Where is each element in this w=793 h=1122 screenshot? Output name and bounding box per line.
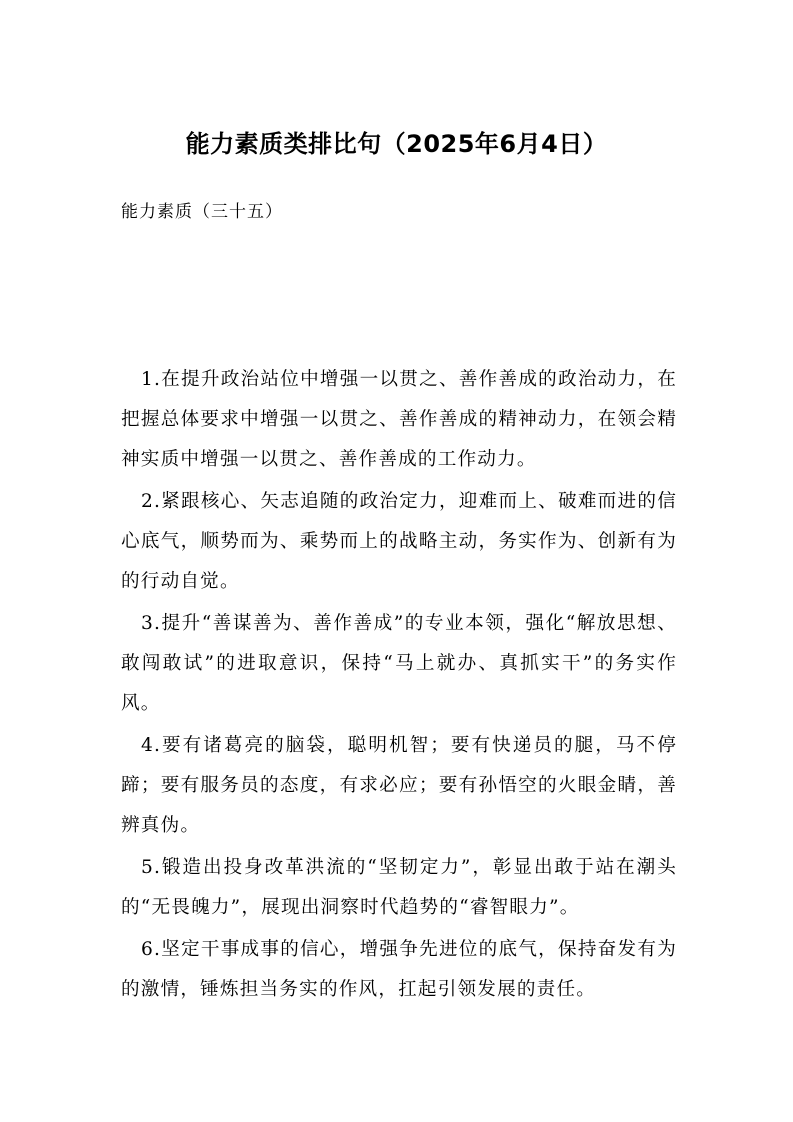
paragraph-2: 2.紧跟核心、矢志追随的政治定力，迎难而上、破难而进的信心底气，顺势而为、乘势而上的战略主动，务实作为、创新有为的行动自觉。 xyxy=(121,491,677,592)
paragraph-4: 4.要有诸葛亮的脑袋，聪明机智；要有快递员的腿，马不停蹄；要有服务员的态度，有求必应；要有孙悟空的火眼金睛，善辨真伪。 xyxy=(121,735,677,836)
document-subtitle: 能力素质（三十五） xyxy=(121,202,283,222)
paragraph-3: 3.提升“善谋善为、善作善成”的专业本领，强化“解放思想、敢闯敢试”的进取意识，保持“马上就办、真抓实干”的务实作风。 xyxy=(121,613,677,714)
paragraph-6: 6.坚定干事成事的信心，增强争先进位的底气，保持奋发有为的激情，锤炼担当务实的作风，扛起引领发展的责任。 xyxy=(121,939,677,1000)
paragraph-1: 1.在提升政治站位中增强一以贯之、善作善成的政治动力，在把握总体要求中增强一以贯之、善作善成的精神动力，在领会精神实质中增强一以贯之、善作善成的工作动力。 xyxy=(121,369,677,470)
paragraph-5: 5.锻造出投身改革洪流的“坚韧定力”，彰显出敢于站在潮头的“无畏魄力”，展现出洞察时代趋势的“睿智眼力”。 xyxy=(121,857,677,918)
document-body xyxy=(121,360,677,1012)
document-title: 能力素质类排比句（2025年6月4日） xyxy=(185,130,608,158)
